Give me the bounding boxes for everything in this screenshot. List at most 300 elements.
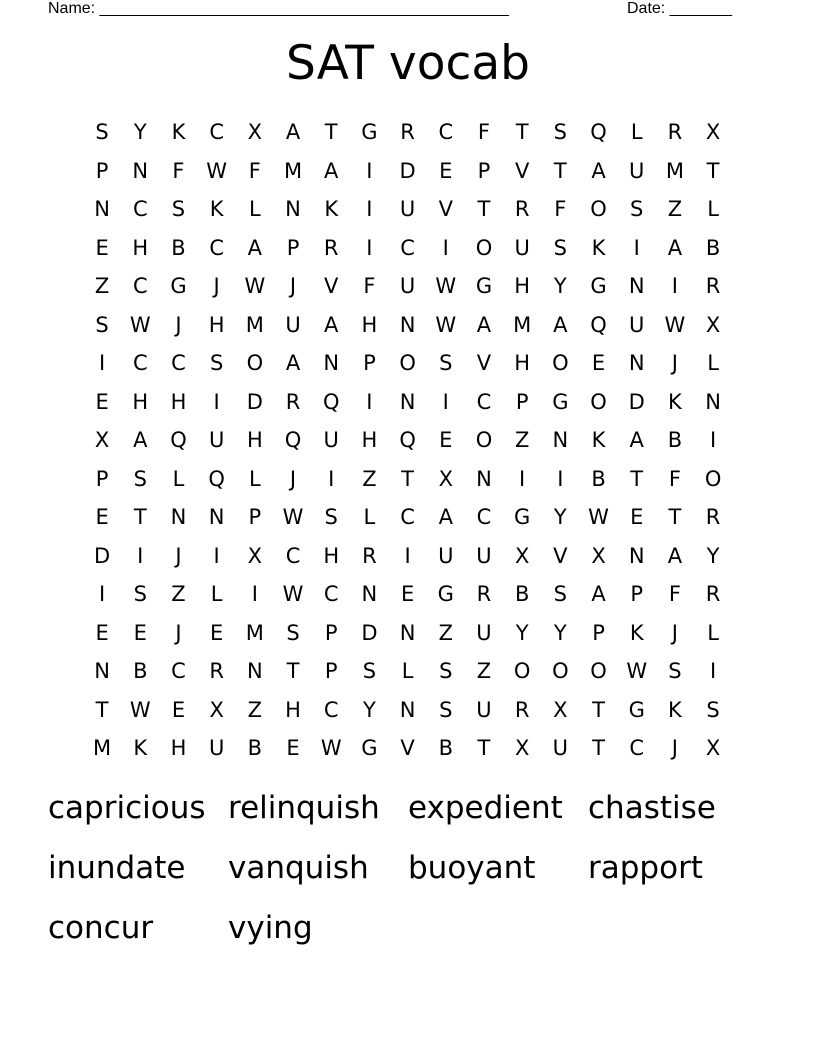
grid-cell: F [668,466,681,491]
grid-cell: B [247,736,263,760]
grid-cell: S [439,697,453,722]
date-field-label: Date: _______ [627,0,732,17]
grid-cell: K [668,697,682,722]
grid-cell: U [208,736,225,760]
grid-cell: N [552,428,569,452]
grid-cell: U [629,158,645,183]
grid-cell: A [324,312,339,337]
grid-cell: R [209,659,224,683]
grid-row [83,575,733,614]
grid-cell: P [95,158,109,183]
grid-cell: N [399,389,416,414]
grid-cell: I [98,351,106,375]
grid-cell: U [476,620,492,645]
grid-cell: L [401,659,414,683]
letter-grid [83,113,733,768]
grid-cell: R [514,697,530,722]
grid-cell: S [706,697,720,722]
grid-cell: S [362,659,377,683]
grid-cell: D [628,389,645,414]
grid-cell: I [213,389,220,414]
word-list-item: vying [228,910,313,946]
grid-cell: L [707,197,719,221]
grid-cell: V [476,351,492,375]
grid-cell: N [628,543,645,568]
grid-cell: I [98,582,106,606]
grid-cell: P [95,466,109,491]
grid-cell: P [515,389,529,414]
grid-cell: H [170,736,187,760]
grid-cell: C [476,505,492,529]
grid-row [83,652,733,691]
grid-cell: R [285,389,301,414]
grid-cell: N [361,582,378,606]
grid-cell: W [320,736,342,760]
grid-row [83,691,733,730]
grid-cell: U [208,428,225,452]
grid-cell: J [175,543,182,568]
grid-cell: C [132,274,148,298]
grid-cell: O [590,659,607,683]
grid-cell: A [247,235,263,260]
grid-cell: J [175,620,182,645]
grid-cell: E [95,389,109,414]
grid-cell: I [442,389,449,414]
grid-cell: O [399,351,416,375]
grid-cell: J [175,312,182,337]
grid-cell: P [286,235,300,260]
grid-cell: P [324,620,338,645]
grid-cell: I [557,466,564,491]
grid-cell: K [591,235,606,260]
grid-cell: I [251,582,258,606]
grid-cell: Q [322,389,340,414]
grid-cell: X [247,543,263,568]
grid-cell: S [553,582,568,606]
grid-cell: U [629,312,645,337]
grid-cell: L [707,620,719,645]
grid-cell: X [705,120,721,144]
grid-cell: S [286,620,300,645]
grid-cell: J [671,620,678,645]
grid-cell: H [285,697,301,722]
grid-cell: G [552,389,569,414]
grid-cell: W [626,659,648,683]
grid-cell: N [705,389,721,414]
grid-cell: A [476,312,492,337]
grid-cell: W [129,697,151,722]
grid-cell: N [132,158,149,183]
grid-cell: E [133,620,147,645]
grid-cell: S [95,312,109,337]
grid-cell: Z [171,582,186,606]
grid-cell: N [399,620,416,645]
grid-cell: U [514,235,530,260]
grid-cell: H [132,235,149,260]
grid-cell: H [514,351,531,375]
grid-cell: T [515,120,529,144]
word-list-item: inundate [48,850,186,886]
grid-cell: D [94,543,111,568]
grid-row [83,383,733,422]
grid-cell: E [95,620,109,645]
grid-cell: Z [476,659,492,683]
grid-cell: Z [247,697,263,722]
grid-cell: L [707,351,719,375]
grid-cell: Z [94,274,110,298]
grid-cell: S [439,351,453,375]
grid-row [83,614,733,653]
grid-cell: J [289,274,297,298]
grid-cell: M [93,736,112,760]
grid-cell: R [514,197,530,221]
grid-cell: U [552,736,569,760]
grid-cell: Y [133,120,147,144]
grid-cell: N [170,505,187,529]
grid-cell: X [514,543,530,568]
grid-cell: C [476,389,492,414]
grid-cell: K [629,620,644,645]
grid-cell: G [170,274,187,298]
grid-cell: Q [284,428,302,452]
grid-cell: D [246,389,263,414]
grid-cell: J [671,736,678,760]
grid-cell: W [435,312,457,337]
grid-cell: M [245,620,264,645]
grid-cell: Y [553,274,567,298]
grid-row [83,190,733,229]
grid-cell: G [590,274,607,298]
grid-cell: Q [170,428,187,452]
grid-row [83,267,733,306]
grid-cell: Q [590,120,607,144]
grid-cell: Z [667,197,683,221]
grid-cell: I [328,466,335,491]
word-list-item: expedient [408,790,563,826]
grid-cell: F [248,158,261,183]
grid-cell: N [246,659,263,683]
grid-cell: Y [515,620,529,645]
word-list-item: relinquish [228,790,380,826]
grid-cell: B [133,659,148,683]
grid-row [83,729,733,768]
grid-cell: K [209,197,224,221]
grid-cell: T [706,158,720,183]
grid-cell: C [400,235,415,260]
grid-cell: O [590,389,607,414]
grid-cell: O [590,197,607,221]
grid-cell: C [400,505,415,529]
grid-cell: I [442,235,449,260]
grid-cell: T [477,197,491,221]
grid-cell: I [366,197,373,221]
grid-cell: G [437,582,454,606]
grid-cell: W [282,505,304,529]
grid-cell: E [630,505,644,529]
grid-cell: I [671,274,678,298]
grid-cell: R [705,582,721,606]
grid-cell: X [438,466,453,491]
grid-cell: H [246,428,263,452]
grid-cell: C [209,235,224,260]
grid-cell: U [285,312,301,337]
grid-cell: I [213,543,220,568]
grid-cell: O [704,466,722,491]
grid-cell: S [133,582,147,606]
grid-cell: S [209,351,224,375]
grid-cell: L [172,466,185,491]
grid-cell: C [285,543,301,568]
grid-cell: S [133,466,147,491]
grid-cell: N [628,274,645,298]
grid-cell: R [362,543,377,568]
grid-cell: I [366,389,373,414]
grid-cell: J [671,351,678,375]
grid-cell: I [709,659,717,683]
grid-cell: C [132,351,148,375]
grid-cell: U [476,543,492,568]
grid-cell: F [363,274,376,298]
grid-cell: C [438,120,454,144]
grid-cell: P [324,659,338,683]
grid-cell: K [591,428,606,452]
word-list-item: rapport [588,850,703,886]
grid-cell: A [324,158,339,183]
word-list-item: buoyant [408,850,536,886]
grid-cell: B [705,235,721,260]
grid-cell: S [95,120,109,144]
word-list-item: vanquish [228,850,369,886]
grid-cell: S [630,197,644,221]
grid-cell: N [285,197,301,221]
grid-cell: S [668,659,682,683]
grid-cell: A [667,543,683,568]
grid-cell: P [477,158,491,183]
grid-row [83,460,733,499]
grid-cell: M [283,158,303,183]
grid-cell: H [514,274,531,298]
grid-cell: U [323,428,339,452]
grid-cell: U [399,197,416,221]
grid-cell: B [171,235,186,260]
grid-cell: N [399,312,416,337]
word-list [48,778,768,958]
grid-cell: A [591,158,606,183]
grid-cell: P [363,351,376,375]
grid-cell: N [94,197,110,221]
grid-cell: E [400,582,415,606]
grid-cell: X [514,736,530,760]
grid-cell: B [438,736,453,760]
grid-cell: X [705,736,721,760]
grid-cell: G [514,505,531,529]
grid-cell: I [404,543,411,568]
grid-cell: Y [362,697,376,722]
grid-cell: D [399,158,416,183]
grid-cell: W [206,158,228,183]
grid-row [83,421,733,460]
grid-cell: O [475,235,493,260]
grid-cell: I [709,428,717,452]
grid-cell: F [554,197,567,221]
grid-cell: T [286,659,300,683]
grid-cell: X [591,543,606,568]
grid-cell: S [324,505,338,529]
grid-cell: I [519,466,526,491]
grid-cell: I [137,543,144,568]
grid-cell: I [633,235,640,260]
grid-cell: W [664,312,686,337]
grid-cell: O [552,659,569,683]
grid-cell: I [366,158,373,183]
grid-cell: D [361,620,378,645]
grid-cell: A [553,312,568,337]
grid-cell: C [323,697,339,722]
grid-cell: H [361,312,378,337]
grid-cell: E [210,620,224,645]
grid-cell: L [210,582,223,606]
grid-cell: W [244,274,266,298]
header [48,0,748,20]
grid-cell: C [171,351,186,375]
grid-cell: T [95,697,109,722]
grid-cell: E [95,505,109,529]
grid-cell: L [248,466,261,491]
grid-cell: Q [208,466,225,491]
grid-cell: R [705,505,721,529]
grid-cell: U [399,274,416,298]
name-field-label: Name: ______________________________________________ [48,0,509,17]
grid-cell: K [668,389,682,414]
grid-cell: C [171,659,186,683]
grid-cell: O [475,428,493,452]
grid-cell: N [208,505,225,529]
grid-cell: T [477,736,491,760]
grid-cell: E [95,235,109,260]
grid-cell: A [285,351,301,375]
grid-cell: U [476,697,492,722]
grid-row [83,229,733,268]
grid-cell: M [665,158,684,183]
grid-cell: N [399,697,416,722]
grid-cell: B [591,466,606,491]
grid-cell: R [400,120,415,144]
grid-cell: Y [553,505,567,529]
grid-cell: C [209,120,224,144]
grid-cell: A [133,428,148,452]
grid-cell: C [629,736,645,760]
grid-cell: Q [590,312,607,337]
grid-cell: Z [514,428,530,452]
grid-cell: K [171,120,186,144]
grid-cell: T [324,120,338,144]
grid-cell: O [246,351,264,375]
grid-cell: S [439,659,453,683]
grid-cell: T [592,697,605,722]
grid-cell: X [247,120,263,144]
grid-cell: A [285,120,301,144]
grid-cell: K [133,736,148,760]
grid-cell: G [361,120,378,144]
grid-cell: T [553,158,567,183]
grid-cell: C [132,197,148,221]
grid-cell: J [289,466,297,491]
grid-cell: W [282,582,304,606]
grid-cell: G [361,736,378,760]
grid-cell: T [630,466,644,491]
grid-cell: X [553,697,568,722]
grid-cell: C [323,582,339,606]
grid-cell: Y [706,543,720,568]
grid-cell: A [629,428,644,452]
grid-cell: H [361,428,378,452]
grid-row [83,306,733,345]
grid-cell: L [630,120,643,144]
grid-cell: F [668,582,681,606]
grid-cell: K [324,197,339,221]
grid-cell: W [435,274,457,298]
grid-cell: P [630,582,644,606]
grid-cell: Z [438,620,453,645]
grid-row [83,344,733,383]
grid-row [83,537,733,576]
grid-cell: H [208,312,225,337]
grid-cell: T [401,466,414,491]
grid-cell: T [133,505,147,529]
grid-cell: W [129,312,151,337]
grid-cell: B [514,582,530,606]
grid-cell: R [323,235,339,260]
grid-cell: E [286,736,300,760]
grid-cell: N [323,351,340,375]
grid-cell: M [513,312,532,337]
word-list-item: concur [48,910,154,946]
grid-cell: N [476,466,492,491]
grid-cell: G [628,697,645,722]
grid-cell: N [628,351,645,375]
grid-cell: E [439,158,453,183]
page-title: SAT vocab [286,36,530,91]
grid-cell: T [592,736,605,760]
grid-cell: O [552,351,569,375]
grid-cell: S [171,197,186,221]
grid-cell: U [438,543,454,568]
grid-cell: V [324,274,339,298]
grid-cell: V [553,543,568,568]
grid-cell: S [553,235,568,260]
grid-cell: E [439,428,453,452]
grid-cell: X [705,312,721,337]
grid-cell: P [248,505,262,529]
grid-cell: L [363,505,376,529]
grid-cell: H [132,389,149,414]
grid-cell: E [591,351,606,375]
grid-cell: N [94,659,110,683]
word-list-item: capricious [48,790,206,826]
grid-cell: R [476,582,492,606]
grid-cell: Z [362,466,377,491]
grid-cell: Y [553,620,567,645]
grid-cell: H [170,389,187,414]
grid-cell: S [553,120,568,144]
grid-cell: I [366,235,373,260]
grid-cell: V [438,197,453,221]
grid-row [83,498,733,537]
word-list-item: chastise [588,790,716,826]
grid-cell: E [171,697,186,722]
grid-cell: V [514,158,530,183]
grid-cell: J [213,274,220,298]
